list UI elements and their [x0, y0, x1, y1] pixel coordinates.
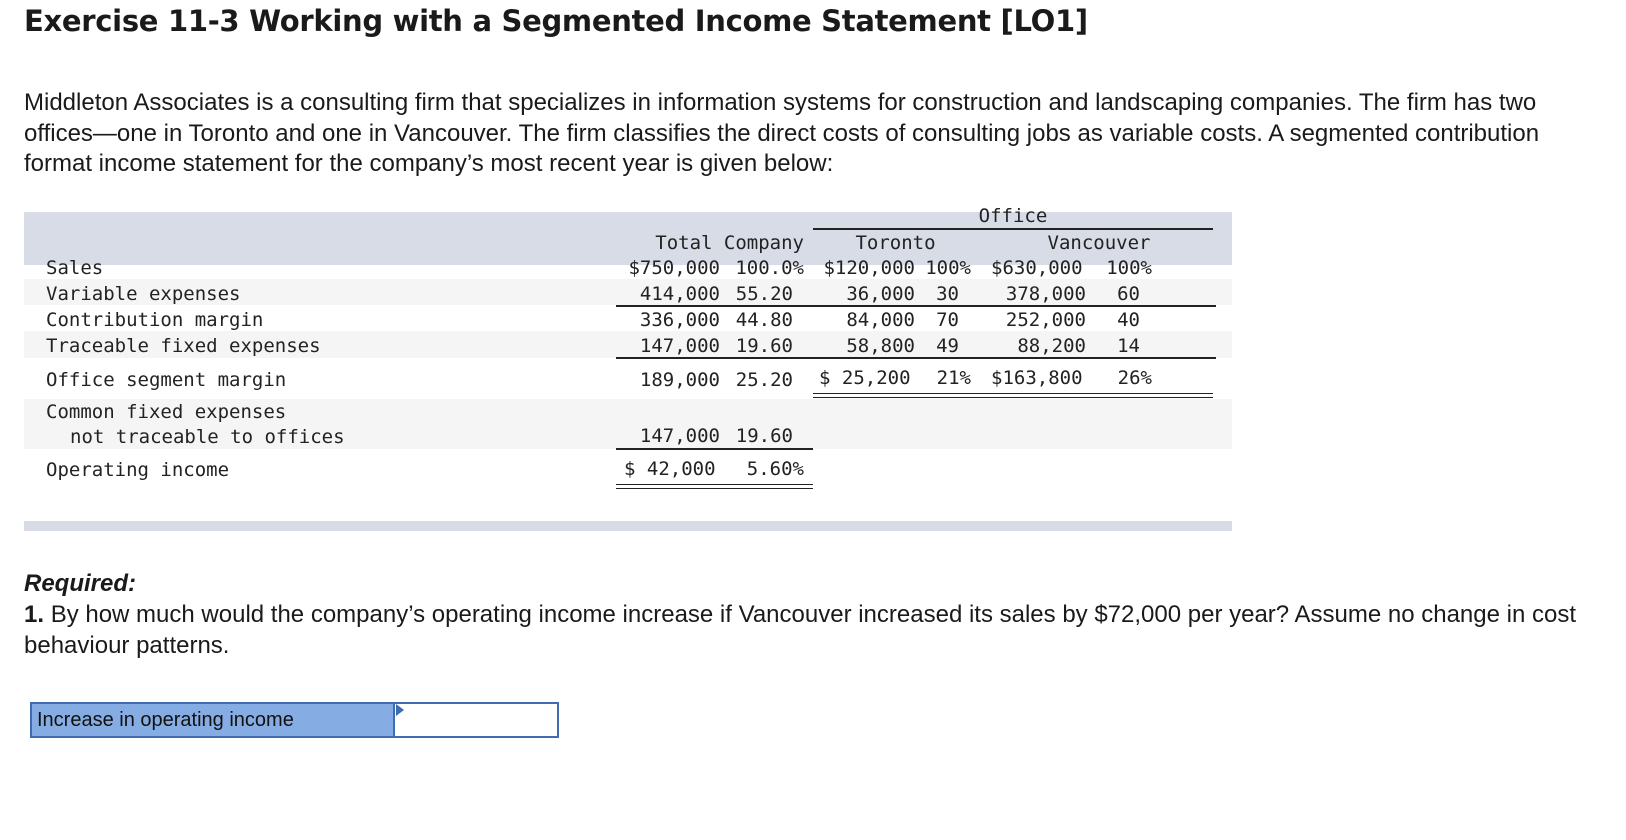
row-label-common-2: not traceable to offices — [70, 426, 345, 448]
total-sales-pct: 100.0% — [735, 257, 804, 279]
total-variable-pct: 55.20 — [735, 283, 793, 305]
total-traceable: 147,000 — [639, 335, 720, 357]
total-traceable-pct: 19.60 — [735, 335, 793, 357]
row-label-variable: Variable expenses — [46, 283, 241, 305]
vancouver-variable: 378,000 — [1005, 283, 1086, 305]
office-header: Office — [978, 205, 1048, 227]
total-operating: $ 42,000 — [624, 458, 716, 480]
vancouver-segment-margin-pct: 26% — [1117, 367, 1152, 389]
total-variable: 414,000 — [639, 283, 720, 305]
row-label-segment-margin: Office segment margin — [46, 369, 287, 391]
double-rule-segment-margin — [813, 393, 1213, 398]
col-header-total: Total Company — [655, 232, 804, 254]
statement-footer-band — [24, 521, 1232, 531]
toronto-traceable-pct: 49 — [936, 335, 959, 357]
vancouver-contribution-pct: 40 — [1117, 309, 1140, 331]
toronto-sales: $120,000 — [823, 257, 915, 279]
toronto-traceable: 58,800 — [846, 335, 915, 357]
segmented-income-statement — [24, 205, 1232, 531]
row-label-sales: Sales — [46, 257, 104, 279]
question-number: 1. — [24, 601, 45, 628]
answer-label: Increase in operating income — [30, 702, 401, 738]
toronto-segment-margin-pct: 21% — [936, 367, 971, 389]
total-contribution: 336,000 — [639, 309, 720, 331]
toronto-segment-margin: $ 25,200 — [819, 367, 911, 389]
toronto-contribution: 84,000 — [846, 309, 915, 331]
total-common-pct: 19.60 — [735, 425, 793, 447]
row-label-contribution: Contribution margin — [46, 309, 264, 331]
total-segment-margin-pct: 25.20 — [735, 369, 793, 391]
required-heading: Required: — [24, 570, 137, 597]
toronto-sales-pct: 100% — [925, 257, 971, 279]
answer-row — [30, 702, 553, 738]
rule-after-traceable — [616, 357, 1216, 359]
toronto-contribution-pct: 70 — [936, 309, 959, 331]
vancouver-sales: $630,000 — [991, 257, 1083, 279]
vancouver-variable-pct: 60 — [1117, 283, 1140, 305]
toronto-variable-pct: 30 — [936, 283, 959, 305]
rule-after-variable — [616, 305, 1216, 307]
total-segment-margin: 189,000 — [639, 369, 720, 391]
total-contribution-pct: 44.80 — [735, 309, 793, 331]
increase-operating-income-input[interactable] — [393, 702, 559, 738]
rule-after-common — [616, 448, 813, 450]
vancouver-contribution: 252,000 — [1005, 309, 1086, 331]
total-operating-pct: 5.60% — [746, 458, 804, 480]
question-1 — [24, 600, 1584, 661]
total-sales: $750,000 — [628, 257, 720, 279]
question-text: By how much would the company’s operating income increase if Vancouver increased its sales by $72,000 per year? Assume no change in cost behaviour patterns. — [24, 601, 1576, 659]
row-label-traceable: Traceable fixed expenses — [46, 335, 321, 357]
vancouver-segment-margin: $163,800 — [991, 367, 1083, 389]
col-header-vancouver: Vancouver — [1047, 232, 1151, 254]
total-common: 147,000 — [639, 425, 720, 447]
row-label-common-1: Common fixed expenses — [46, 401, 287, 423]
input-flag-icon — [396, 704, 404, 716]
vancouver-traceable-pct: 14 — [1117, 335, 1140, 357]
toronto-variable: 36,000 — [846, 283, 915, 305]
office-header-rule — [813, 228, 1213, 230]
vancouver-traceable: 88,200 — [1017, 335, 1086, 357]
col-header-toronto: Toronto — [855, 232, 936, 254]
double-rule-operating-income — [616, 484, 813, 489]
exercise-intro: Middleton Associates is a consulting firm that specializes in information systems for construction and landscaping companies. The firm has two offices—one in Toronto and one in Vancouver. The firm classifies the direct costs of consulting jobs as variable costs. A segmented contribution format income statement for the company’s most recent year is given below: — [24, 89, 1540, 177]
exercise-title: Exercise 11-3 Working with a Segmented Income Statement [LO1] — [24, 4, 1088, 38]
row-label-operating: Operating income — [46, 459, 230, 481]
vancouver-sales-pct: 100% — [1106, 257, 1152, 279]
